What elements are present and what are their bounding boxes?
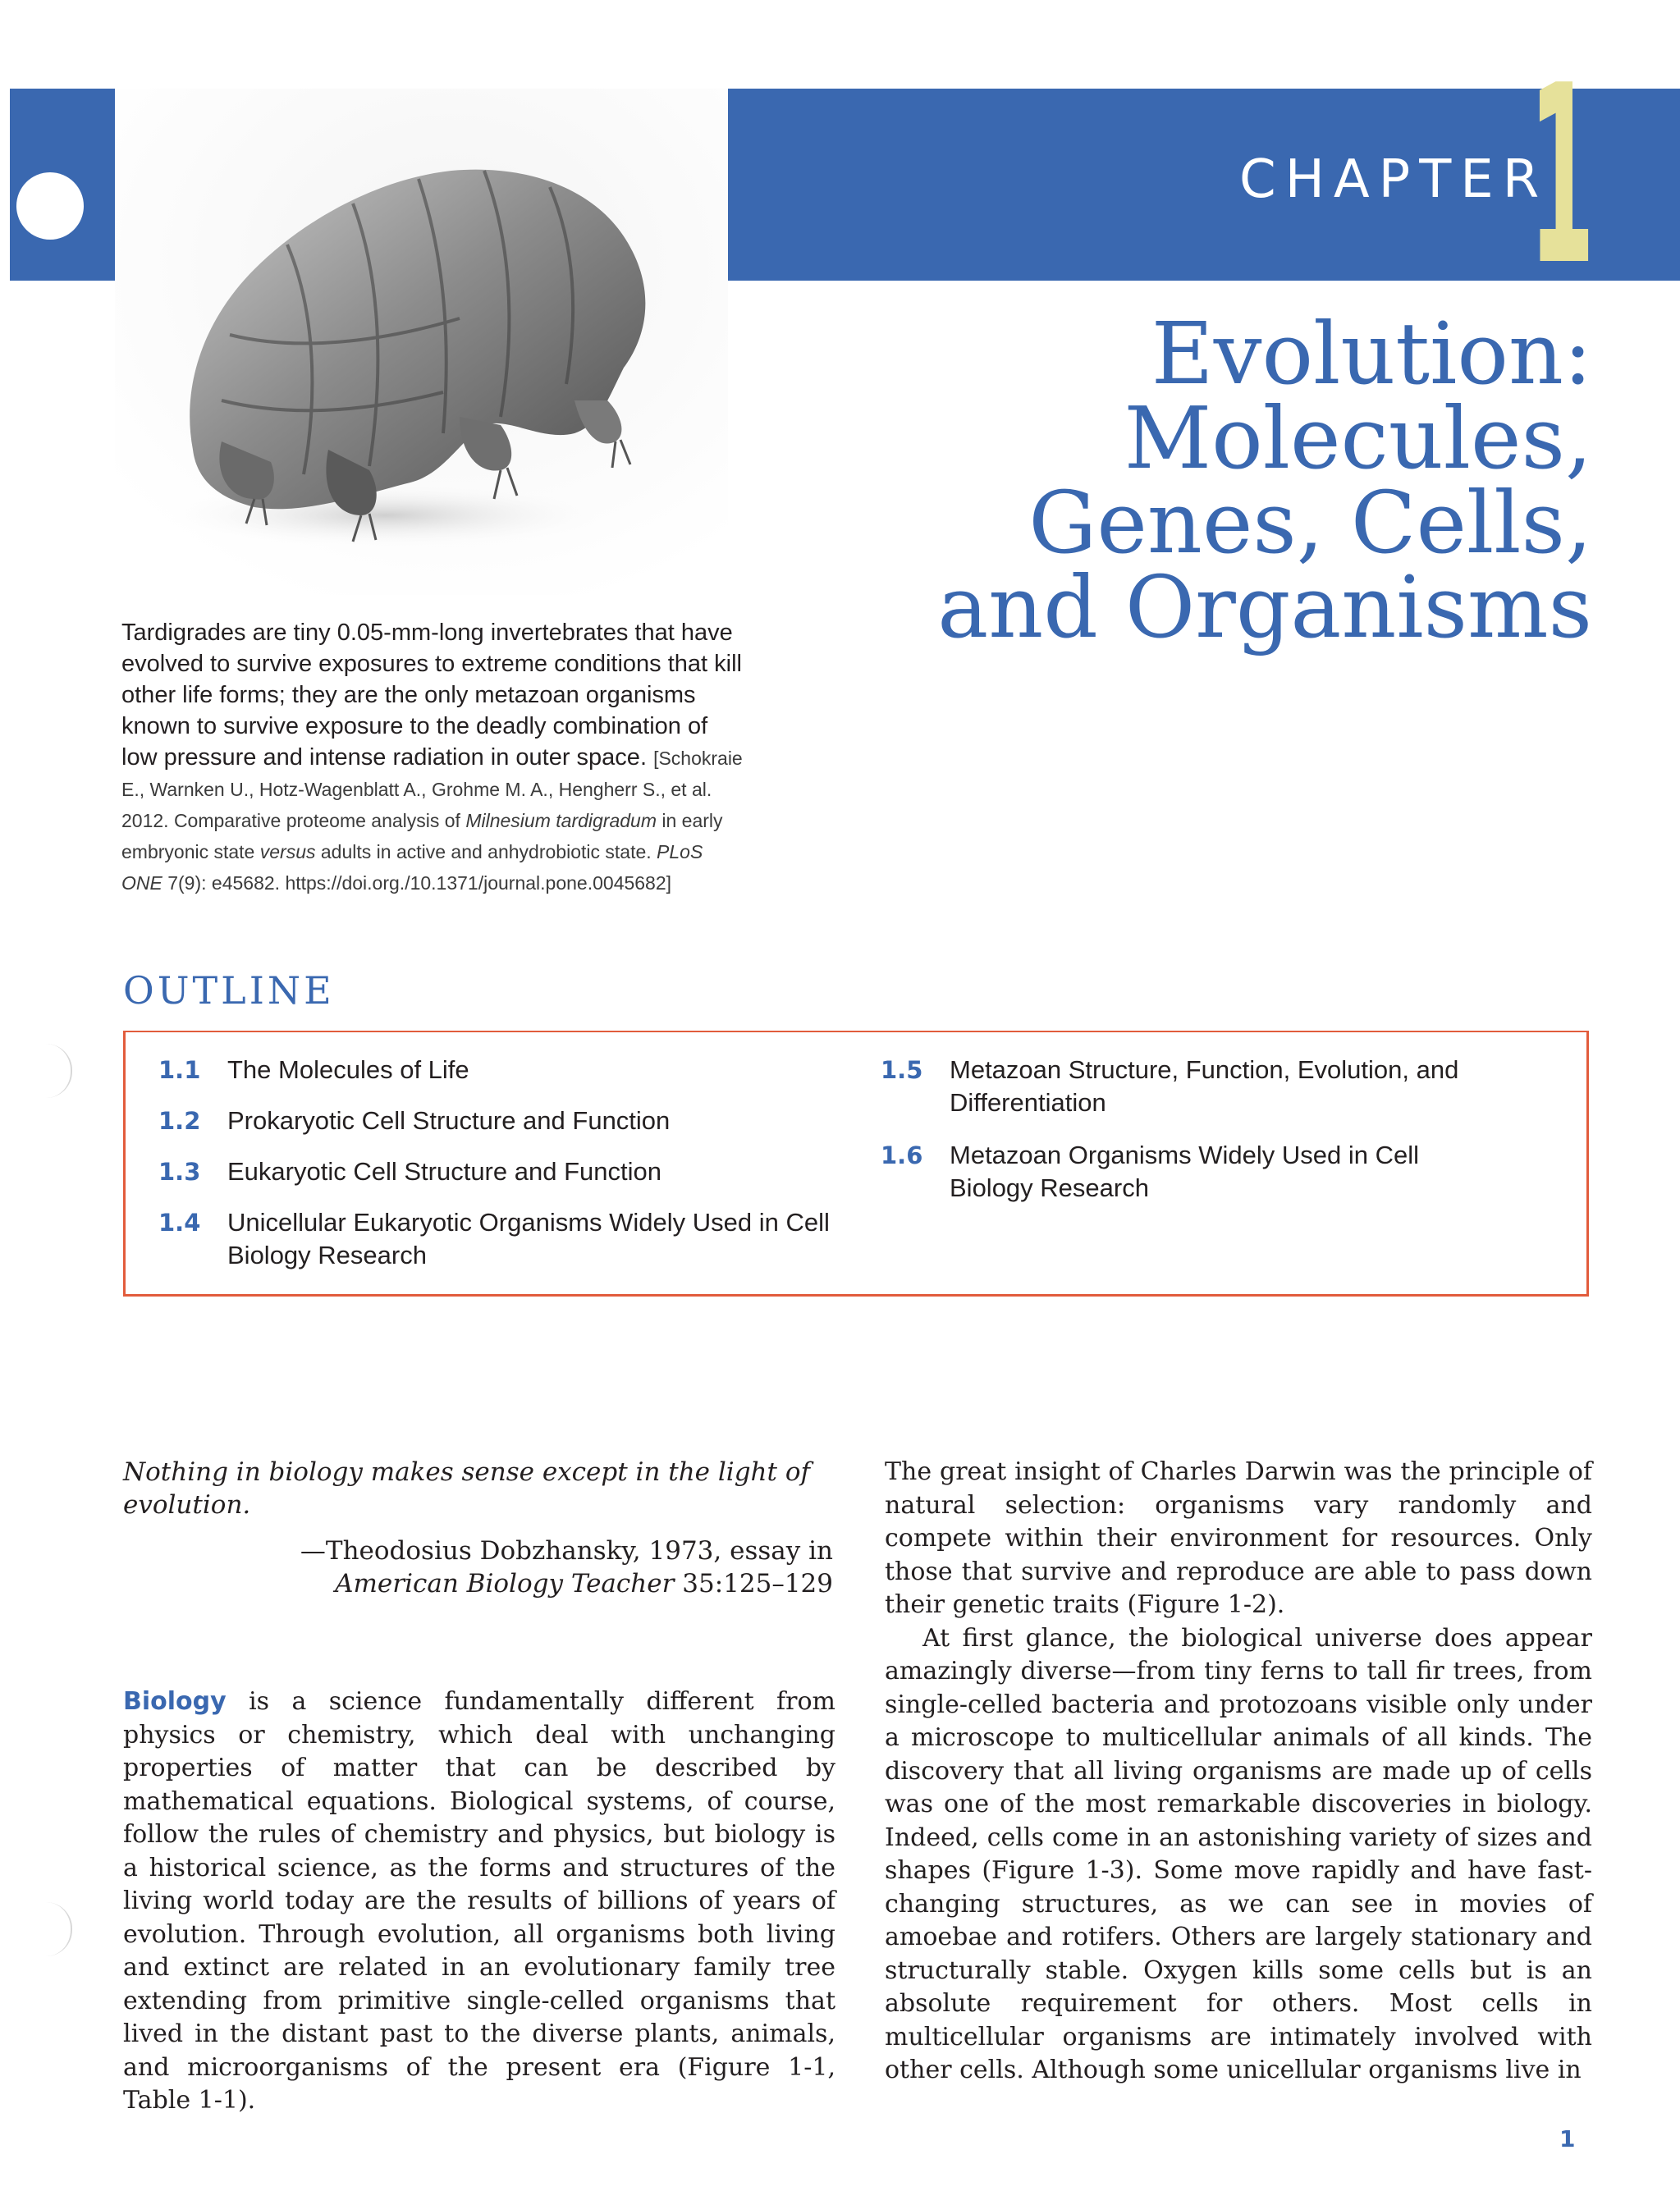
tardigrade-photo [115, 89, 728, 595]
caption-text: Tardigrades are tiny 0.05-mm-long invertebrates that have evolved to survive exposures to extreme conditions that kill other life forms; they are the only metazoan organisms known to survive exposure to the deadly combination of low pressure and intense radiation in outer space. [121, 620, 742, 771]
body-left-column: Biology is a science fundamentally different from physics or chemistry, which deal with unchanging properties of matter that can be described by mathematical equations. Biological systems, of course, follow the rules of chemistry and physics, but biology is a historical science, as the forms and structures of the living world today are the results of billions of years of evolution. Through evolution, all organisms both living and extinct are related in an evolutionary family tree extending from primitive single-celled organisms that lived in the distant past to the diverse plants, animals, and microorganisms of the present era (Figure 1-1, Table 1-1). [123, 1687, 835, 2115]
title-line-1: Evolution: [1151, 304, 1592, 404]
chapter-number-glyph: 1 [1529, 79, 1595, 268]
title-line-2: Molecules, [1124, 388, 1592, 488]
title-line-3: Genes, Cells, [1028, 473, 1592, 573]
epigraph-quote: Nothing in biology makes sense except in the light of evolution. [123, 1457, 810, 1520]
epigraph-attribution: —Theodosius Dobzhansky, 1973, essay in American Biology Teacher 35:125–129 [300, 1536, 833, 1599]
page-number: 1 [1559, 2125, 1576, 2152]
right-paragraph-2: At first glance, the biological universe does appear amazingly diverse—from tiny ferns to tall fir trees, from single-celled bacteria and protozoans visible only under a microscope to multicellular animals of all kinds. The discovery that all living organisms are made up of cells was one of the most remarkable discoveries in biology. Indeed, cells come in an astonishing variety of sizes and shapes (Figure 1-3). Some move rapidly and have fast-changing structures, as we can see in movies of amoebae and rotifers. Others are largely stationary and structurally stable. Oxygen kills some cells but is an absolute requirement for others. Most cells in multicellular organisms are intimately involved with other cells. Although some unicellular organisms live in [885, 1623, 1592, 2084]
outline-box: 1.1 The Molecules of Life 1.2 Prokaryotic Cell Structure and Function 1.3 Eukaryotic Cell Structure and Function 1.4 Unicellular Eukaryotic Organisms Widely Used in Cell Biology Research 1.5 Metazoan Structure, Function, Evolution, and Differentiation 1.6 Metazoan Organisms Widely Used in Cell Biology Research [123, 1031, 1589, 1297]
chapter-label: CHAPTER [1239, 149, 1549, 210]
binder-hole [16, 172, 84, 240]
margin-mark-top [46, 1044, 72, 1098]
tardigrade-image [115, 89, 728, 595]
caption-reference: [Schokraie E., Warnken U., Hotz-Wagenblatt A., Grohme M. A., Hengherr S., et al. 2012. Comparative proteome analysis of Milnesium tardigradum in early embryonic state versus adults in active and anhydrobiotic state. PLoS ONE 7(9): e45682. https://doi.org./10.1371/journal.pone.0045682] [121, 748, 743, 894]
body-right-column [885, 1456, 1592, 2088]
chapter-title [886, 304, 1592, 657]
lead-word: Biology [123, 1687, 227, 1716]
title-line-4: and Organisms [937, 557, 1592, 657]
margin-mark-bottom [46, 1902, 72, 1956]
outline-heading: OUTLINE [123, 968, 335, 1013]
chapter-number [1525, 79, 1599, 268]
right-paragraph-1: The great insight of Charles Darwin was the principle of natural selection: organisms vary randomly and compete within their environment for resources. Only those that survive and reproduce are able to pass down their genetic traits (Figure 1-2). [885, 1457, 1592, 1619]
photo-caption [121, 617, 745, 898]
